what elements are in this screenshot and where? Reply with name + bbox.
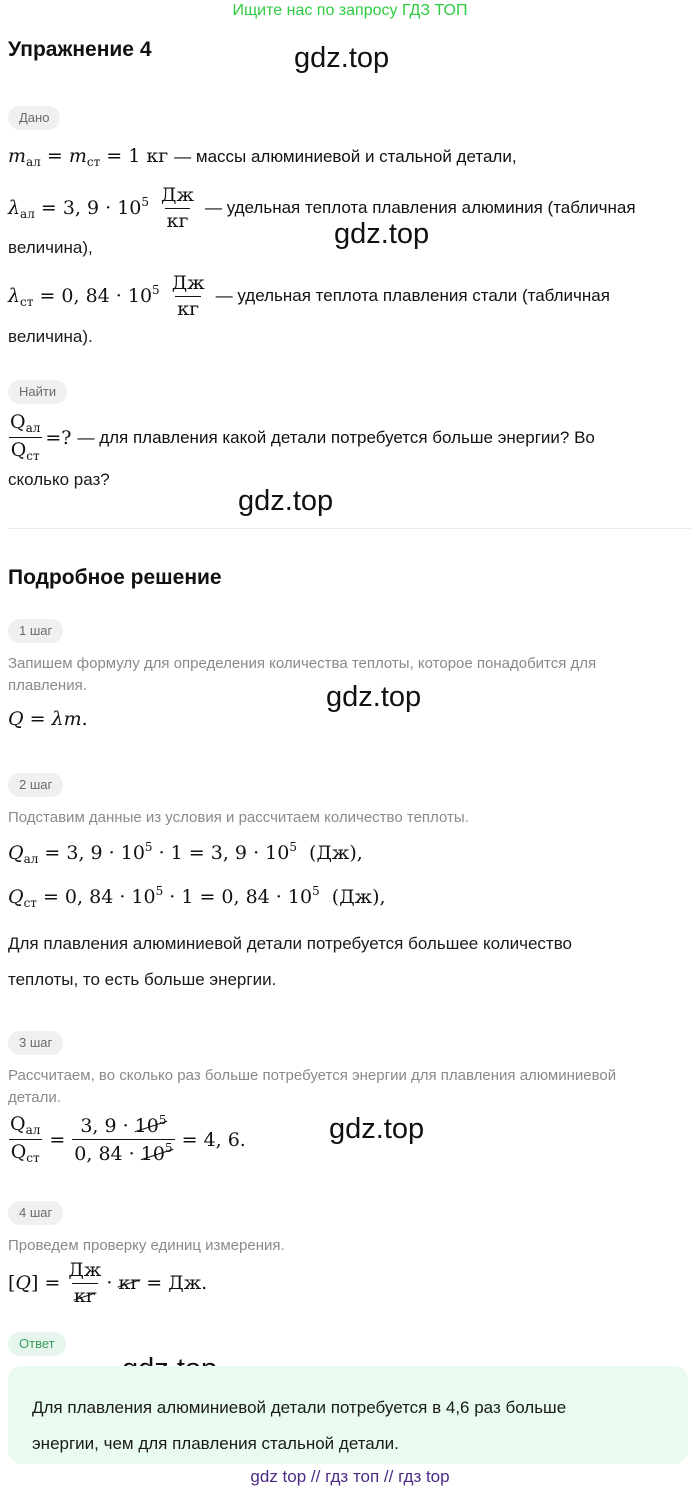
find-formula: $\frac{Q_{ал}}{Q_{ст}}$ =? — для плавления какой детали потребуется больше энергии? Во	[10, 411, 595, 464]
given-line2-cont: величина),	[8, 238, 93, 257]
given-label: Дано	[8, 106, 60, 130]
step-3-label: 3 шаг	[8, 1031, 63, 1055]
step-2-formula-st: $Q_{ст} = 0$, $84 \cdot 10^5 \cdot 1 = 0$, $84 \cdot 10^5$ (Дж),	[8, 884, 386, 910]
step-4-text: Проведем проверку единиц измерения.	[8, 1237, 285, 1254]
find-cont: сколько раз?	[8, 470, 110, 489]
answer-line-1: Для плавления алюминиевой детали потребуется в 4,6 раз больше	[32, 1398, 567, 1417]
watermark: gdz.top	[294, 42, 390, 74]
step-3-text: Рассчитаем, во сколько раз больше потребуется энергии для плавления алюминиевой	[8, 1067, 617, 1084]
solution-title: Подробное решение	[8, 566, 222, 589]
given-mass-formula: $m_{ал} = m_{ст} = 1$ кг — массы алюминиевой и стальной детали,	[8, 145, 517, 169]
footer-links[interactable]: gdz top // гдз топ // гдз top	[250, 1467, 450, 1486]
step-3-formula: $\frac{Q_{ал}}{Q_{ст}}$ = $\frac{3, 9 \cdot 10^5}{0, 84 \cdot 10^5}$ = 4, 6.	[10, 1113, 246, 1166]
section-divider	[8, 528, 692, 529]
given-lambda-st-formula: $\lambda_{ст} = 0$, $84 \cdot 10^5$ $\frac{Дж}{кг}$ — удельная теплота плавления стали (табличная	[8, 272, 610, 320]
answer-label: Ответ	[8, 1332, 66, 1356]
given-line2-text: — удельная теплота плавления алюминия (табличная	[204, 198, 636, 218]
watermark: gdz.top	[334, 218, 430, 250]
watermark: gdz.top	[329, 1113, 425, 1145]
step-4-formula: [Q] = $\frac{Дж}{кг}$ · кг = Дж.	[8, 1259, 208, 1307]
step-3-cont: детали.	[8, 1089, 61, 1106]
given-line1-text: — массы алюминиевой и стальной детали,	[174, 147, 517, 166]
step-2-conclusion-1: Для плавления алюминиевой детали потребуется большее количество	[8, 934, 572, 953]
step-1-formula: Q = λm.	[8, 708, 88, 730]
find-label: Найти	[8, 380, 67, 404]
watermark: gdz.top	[238, 485, 334, 517]
watermark: gdz.top	[326, 681, 422, 713]
step-1-text: Запишем формулу для определения количества теплоты, которое понадобится для	[8, 655, 597, 672]
answer-line-2: энергии, чем для плавления стальной детали.	[32, 1434, 399, 1453]
page-title: Упражнение 4	[8, 38, 152, 61]
step-2-text: Подставим данные из условия и рассчитаем количество теплоты.	[8, 809, 469, 826]
step-4-label: 4 шаг	[8, 1201, 63, 1225]
step-2-formula-al: $Q_{ал} = 3$, $9 \cdot 10^5 \cdot 1 = 3$, $9 \cdot 10^5$ (Дж),	[8, 840, 363, 866]
step-1-label: 1 шаг	[8, 619, 63, 643]
step-2-conclusion-2: теплоты, то есть больше энергии.	[8, 970, 277, 989]
step-2-label: 2 шаг	[8, 773, 63, 797]
given-line3-cont: величина).	[8, 327, 93, 346]
given-line3-text: — удельная теплота плавления стали (табличная	[215, 286, 610, 306]
step-1-cont: плавления.	[8, 677, 87, 694]
search-hint-banner: Ищите нас по запросу ГДЗ ТОП	[232, 2, 468, 19]
given-lambda-al-formula: $\lambda_{ал} = 3$, $9 \cdot 10^5$ $\frac{Дж}{кг}$ — удельная теплота плавления алюминия (табличная	[8, 184, 636, 232]
find-text: — для плавления какой детали потребуется больше энергии? Во	[77, 427, 595, 447]
